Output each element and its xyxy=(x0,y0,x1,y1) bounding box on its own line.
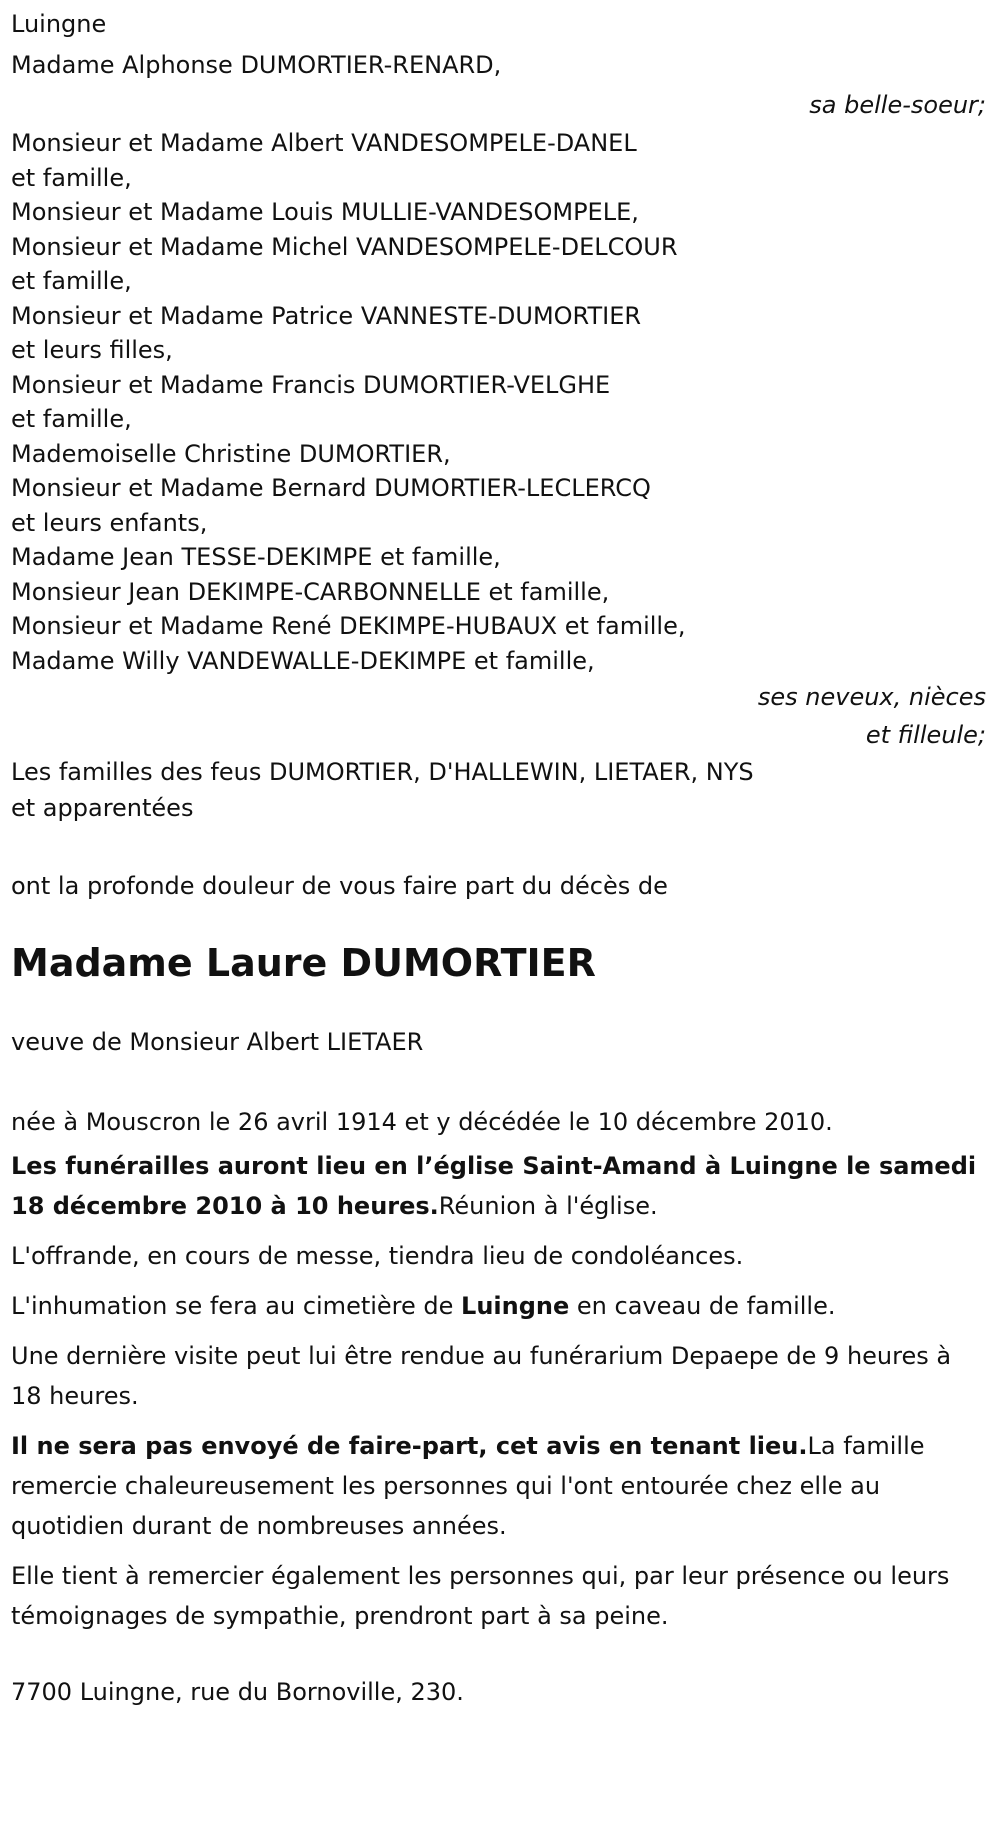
burial-text-post: en caveau de famille. xyxy=(569,1292,836,1320)
relative-line: et famille, xyxy=(11,267,132,295)
relative-line: Monsieur et Madame Louis MULLIE-VANDESOMPELE, xyxy=(11,198,639,226)
relative-line: Monsieur et Madame Francis DUMORTIER-VELGHE xyxy=(11,370,611,399)
notice-thanks: La famille remercie chaleureusement les personnes qui l'ont entourée chez elle au quotidien durant de nombreuses années. xyxy=(11,1432,925,1540)
address-text: 7700 Luingne, rue du Bornoville, 230. xyxy=(11,1678,464,1706)
relative-line: et famille, xyxy=(11,405,132,433)
relative-line: Monsieur et Madame Patrice VANNESTE-DUMORTIER xyxy=(11,301,642,330)
burial-place: Luingne xyxy=(461,1292,570,1320)
relative-line: Monsieur Jean DEKIMPE-CARBONNELLE et famille, xyxy=(11,577,610,606)
relative-line: Monsieur et Madame René DEKIMPE-HUBAUX et famille, xyxy=(11,612,686,640)
birth-death-text: née à Mouscron le 26 avril 1914 et y décédée le 10 décembre 2010. xyxy=(11,1108,833,1136)
relative-line: et leurs filles, xyxy=(11,336,173,364)
funeral-paragraph xyxy=(11,1146,986,1226)
relative-line: et leurs enfants, xyxy=(11,508,208,537)
relative-line: et famille, xyxy=(11,163,132,192)
funeral-details: Les funérailles auront lieu en l’église Saint-Amand à Luingne le samedi 18 décembre 2010 à 10 heures. xyxy=(11,1152,977,1220)
visit-text: Une dernière visite peut lui être rendue au funérarium Depaepe de 9 heures à 18 heures. xyxy=(11,1342,952,1410)
families-line2: et apparentées xyxy=(11,794,194,822)
funeral-meeting: Réunion à l'église. xyxy=(438,1192,658,1220)
relative-line: Monsieur et Madame Albert VANDESOMPELE-DANEL xyxy=(11,129,637,157)
widow-of-text: veuve de Monsieur Albert LIETAER xyxy=(11,1028,424,1056)
thanks-text: Elle tient à remercier également les personnes qui, par leur présence ou leurs témoignages de sympathie, prendront part à sa peine. xyxy=(11,1562,950,1630)
burial-paragraph xyxy=(11,1286,986,1326)
relatives-list xyxy=(11,126,986,678)
announcement-text: ont la profonde douleur de vous faire part du décès de xyxy=(11,872,668,900)
relative-line: Madame Jean TESSE-DEKIMPE et famille, xyxy=(11,543,501,571)
notice-paragraph xyxy=(11,1426,986,1546)
relative-line: Mademoiselle Christine DUMORTIER, xyxy=(11,439,451,468)
sister-in-law-role: sa belle-soeur; xyxy=(809,91,986,119)
relatives-role-line2: et filleule; xyxy=(865,721,986,749)
deceased-name: Madame Laure DUMORTIER xyxy=(11,941,596,985)
families-line1: Les familles des feus DUMORTIER, D'HALLEWIN, LIETAER, NYS xyxy=(11,758,754,786)
notice-bold: Il ne sera pas envoyé de faire-part, cet avis en tenant lieu. xyxy=(11,1432,808,1460)
relative-line: Monsieur et Madame Bernard DUMORTIER-LECLERCQ xyxy=(11,474,651,502)
relative-line: Monsieur et Madame Michel VANDESOMPELE-DELCOUR xyxy=(11,232,678,261)
relatives-role-line1: ses neveux, nièces xyxy=(757,683,986,711)
offering-text: L'offrande, en cours de messe, tiendra lieu de condoléances. xyxy=(11,1242,744,1270)
relative-line: Madame Willy VANDEWALLE-DEKIMPE et famille, xyxy=(11,646,595,675)
locality-header: Luingne xyxy=(11,10,107,38)
burial-text-pre: L'inhumation se fera au cimetière de xyxy=(11,1292,462,1320)
sister-in-law-line: Madame Alphonse DUMORTIER-RENARD, xyxy=(11,51,502,79)
